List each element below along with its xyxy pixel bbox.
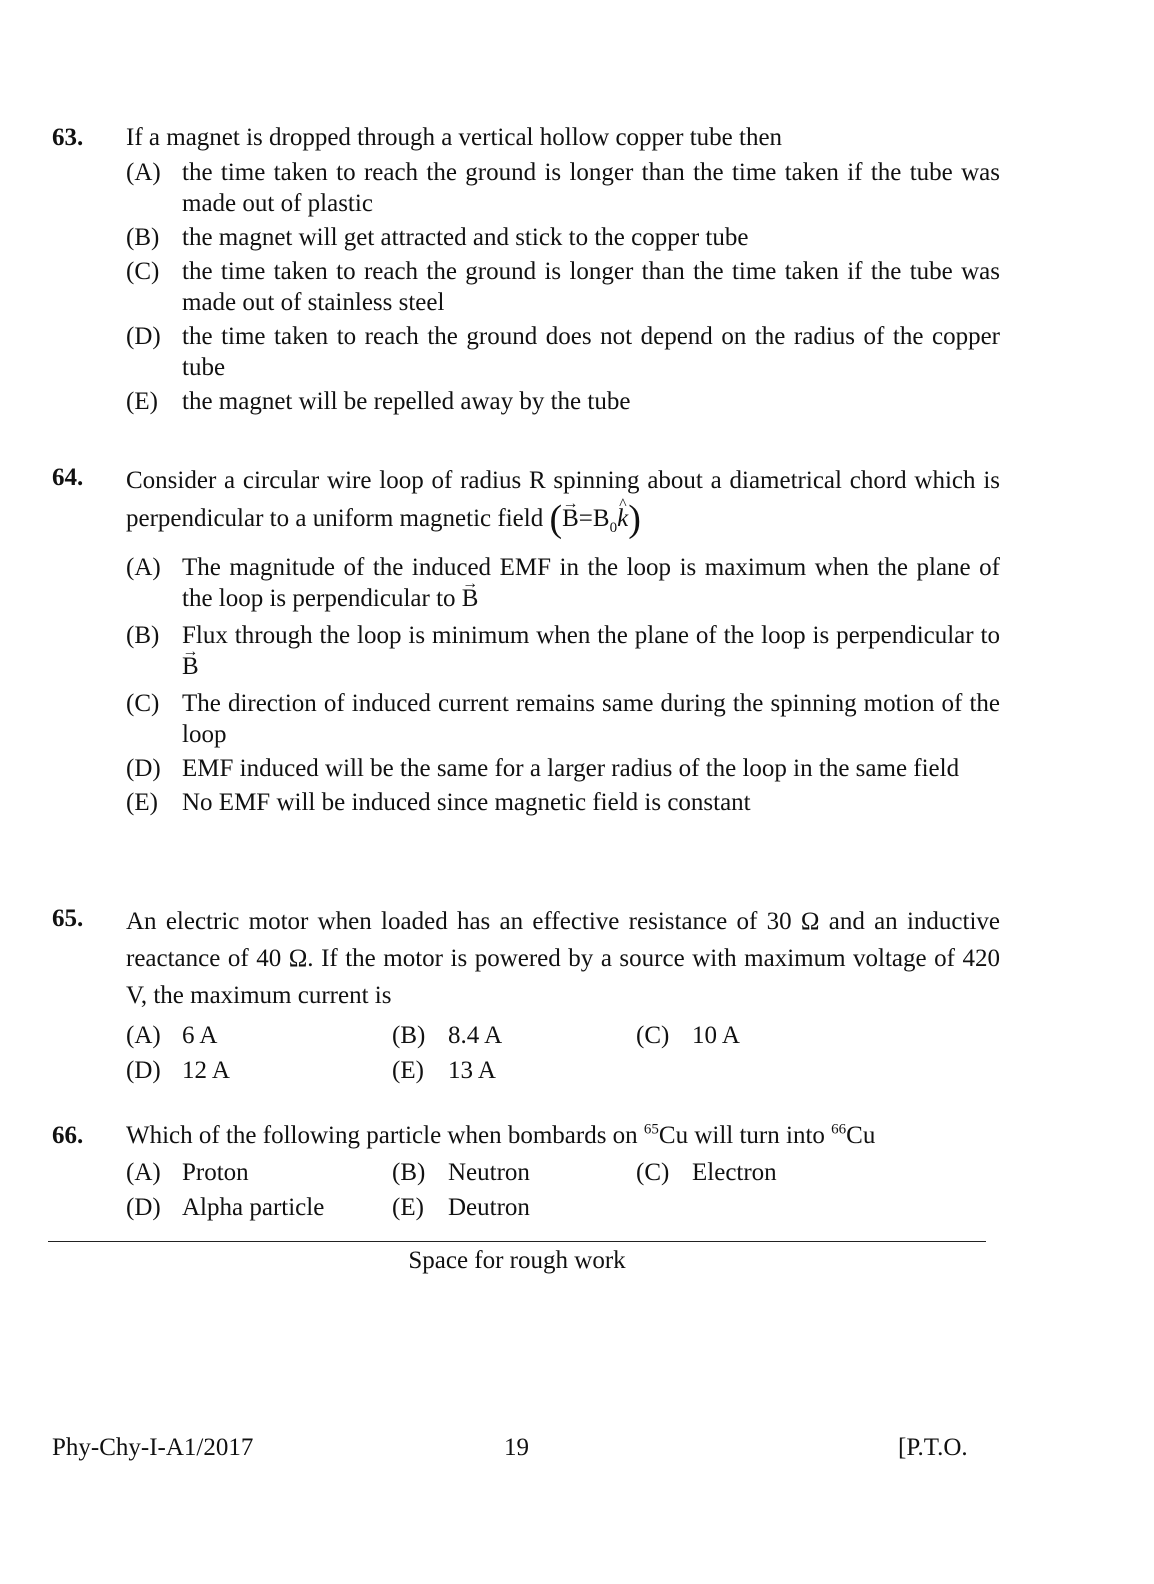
question-text: If a magnet is dropped through a vertical hollow copper tube then	[126, 124, 783, 151]
question-65	[52, 903, 1000, 1086]
subscript-zero: 0	[609, 520, 618, 536]
option-label: (C)	[636, 1159, 670, 1186]
option-d	[126, 1192, 392, 1223]
option-text: Neutron	[448, 1159, 530, 1186]
option-e	[126, 787, 1000, 818]
option-text: the time taken to reach the ground is longer than the time taken if the tube was made out of plastic	[182, 159, 1000, 217]
option-a	[126, 157, 1000, 219]
option-d	[126, 753, 1000, 784]
vector-b: → B	[182, 651, 199, 682]
option-c	[636, 1020, 896, 1051]
pto-label: [P.T.O.	[898, 1434, 968, 1461]
option-a	[126, 1157, 392, 1188]
question-number: 63.	[52, 124, 84, 151]
option-label: (A)	[126, 159, 161, 186]
option-text: the time taken to reach the ground does not depend on the radius of the copper tube	[182, 323, 1000, 381]
option-text: 13 A	[448, 1057, 496, 1084]
vector-b: → B	[562, 500, 579, 538]
question-number: 64.	[52, 464, 84, 491]
divider-line	[48, 1241, 986, 1242]
option-text: 12 A	[182, 1057, 230, 1084]
option-text: The magnitude of the induced EMF in the loop is maximum when the plane of the loop is perpendicular to	[182, 554, 1000, 612]
options-list	[126, 552, 1000, 818]
mass-number: 66	[831, 1121, 847, 1138]
option-e	[392, 1055, 636, 1086]
question-64	[52, 462, 1000, 821]
isotope-text: Cu	[846, 1122, 876, 1149]
question-number: 66.	[52, 1122, 84, 1149]
options-list	[126, 157, 1000, 417]
option-label: (D)	[126, 323, 161, 350]
close-paren: )	[628, 498, 641, 540]
option-label: (E)	[392, 1194, 424, 1221]
question-text: An electric motor when loaded has an effective resistance of 30 Ω and an inductive reactance of 40 Ω. If the motor is powered by a source with maximum voltage of 420 V, the maximum current is	[126, 908, 1000, 1009]
option-b	[392, 1157, 636, 1188]
option-label: (E)	[126, 388, 158, 415]
option-text: The direction of induced current remains same during the spinning motion of the loop	[182, 690, 1000, 748]
option-b	[392, 1020, 636, 1051]
option-label: (C)	[126, 690, 160, 717]
option-d	[126, 1055, 392, 1086]
option-label: (B)	[126, 224, 160, 251]
option-label: (C)	[636, 1022, 670, 1049]
option-text: the time taken to reach the ground is longer than the time taken if the tube was made out of stainless steel	[182, 258, 1000, 316]
option-b	[126, 222, 1000, 253]
question-text-body: Which of the following particle when bombards on	[126, 1122, 638, 1149]
option-text: Flux through the loop is minimum when the plane of the loop is perpendicular to	[182, 622, 1000, 649]
options-grid	[126, 1020, 1000, 1086]
option-text: Deutron	[448, 1194, 530, 1221]
footer-code: Phy-Chy-I-A1/2017	[52, 1434, 254, 1461]
option-text: No EMF will be induced since magnetic field is constant	[182, 789, 751, 816]
option-text: 10 A	[692, 1022, 740, 1049]
question-66	[52, 1120, 1000, 1223]
option-text: Proton	[182, 1159, 249, 1186]
option-e	[126, 386, 1000, 417]
option-c	[126, 688, 1000, 750]
question-text	[126, 462, 1000, 538]
option-text: Alpha particle	[182, 1194, 325, 1221]
option-c	[126, 256, 1000, 318]
equals-sign: =	[578, 505, 593, 532]
option-a	[126, 1020, 392, 1051]
option-d	[126, 321, 1000, 383]
field-b0: B	[592, 505, 610, 532]
option-text: EMF induced will be the same for a larger radius of the loop in the same field	[182, 755, 960, 782]
option-text: 8.4 A	[448, 1022, 503, 1049]
question-text-body: Consider a circular wire loop of radius R spinning about a diametrical chord which is perpendicular to a uniform magnetic field	[126, 467, 1000, 532]
option-a	[126, 552, 1000, 614]
question-63	[52, 122, 1000, 420]
option-label: (A)	[126, 554, 161, 581]
unit-vector-k: ^ k	[617, 500, 628, 538]
option-label: (E)	[126, 789, 158, 816]
rough-work-label: Space for rough work	[408, 1247, 626, 1274]
mass-number: 65	[643, 1121, 659, 1138]
question-number: 65.	[52, 905, 84, 932]
option-c	[636, 1157, 896, 1188]
option-text: the magnet will get attracted and stick to the copper tube	[182, 224, 749, 251]
option-label: (D)	[126, 755, 161, 782]
isotope-text: Cu will turn into	[658, 1122, 825, 1149]
option-label: (D)	[126, 1057, 161, 1084]
option-b	[126, 620, 1000, 682]
option-text: 6 A	[182, 1022, 218, 1049]
option-label: (E)	[392, 1057, 424, 1084]
option-e	[392, 1192, 636, 1223]
option-label: (D)	[126, 1194, 161, 1221]
option-text: Electron	[692, 1159, 777, 1186]
option-label: (B)	[126, 622, 160, 649]
question-text	[126, 1120, 1000, 1151]
page-number: 19	[504, 1434, 529, 1461]
option-text: the magnet will be repelled away by the tube	[182, 388, 631, 415]
option-label: (A)	[126, 1159, 161, 1186]
open-paren: (	[549, 498, 563, 540]
option-label: (B)	[392, 1022, 426, 1049]
options-grid	[126, 1157, 1000, 1223]
vector-b: → B	[462, 583, 479, 614]
option-label: (B)	[392, 1159, 426, 1186]
option-label: (C)	[126, 258, 160, 285]
option-label: (A)	[126, 1022, 161, 1049]
